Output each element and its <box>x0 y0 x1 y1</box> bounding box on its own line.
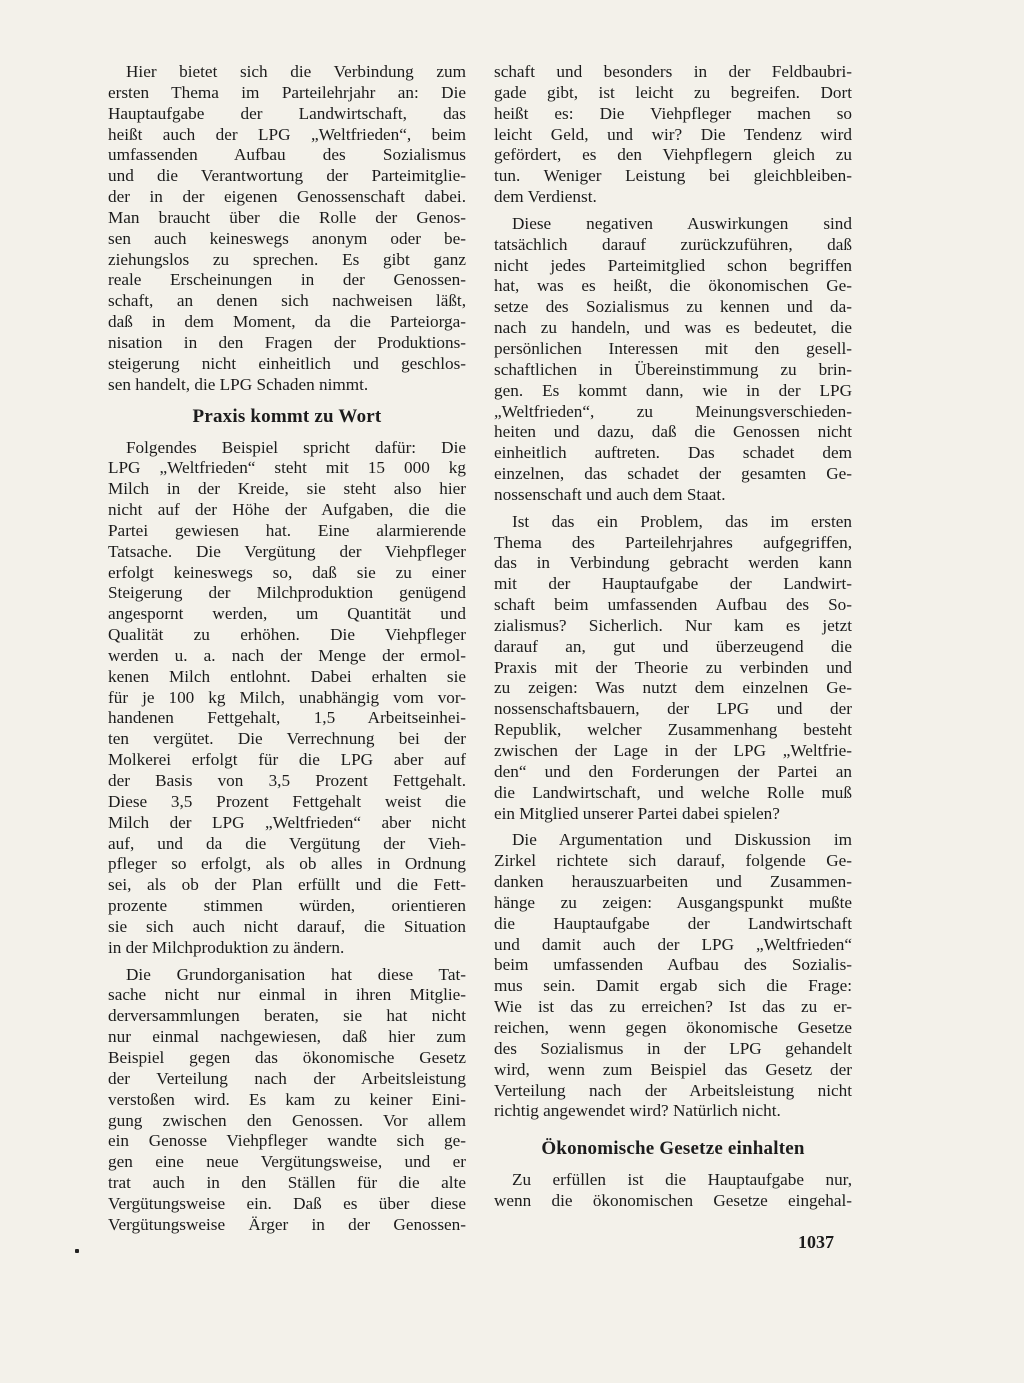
text-line: darauf an, gut und überzeugend die <box>494 636 852 656</box>
text-line: „Weltfrieden“, zu Meinungsverschieden- <box>494 401 852 421</box>
text-line: Vergütungsweise Ärger in der Genossen- <box>108 1214 466 1234</box>
text-line: gefördert, es den Viehpflegern gleich zu <box>494 145 852 165</box>
text-line: einzelnen, das schadet der gesamten Ge- <box>494 464 852 484</box>
text-line: sie sich auch nicht darauf, die Situation <box>108 916 466 936</box>
text-line: hänge zu zeigen: Ausgangspunkt mußte <box>494 892 852 912</box>
text-line: der Verteilung nach der Arbeitsleistung <box>108 1068 466 1088</box>
text-line: Zu erfüllen ist die Hauptaufgabe nur, <box>512 1170 852 1190</box>
text-line: der Basis von 3,5 Prozent Fettgehalt. <box>108 771 466 790</box>
text-line: Qualität zu erhöhen. Die Viehpfleger <box>108 625 466 645</box>
text-line: sen auch keineswegs anonym oder be- <box>108 228 466 248</box>
text-line: schaftlichen in Übereinstimmung zu brin- <box>494 359 852 379</box>
text-line: persönlichen Interessen mit den gesell- <box>494 338 852 358</box>
text-line: Vergütungsweise ein. Daß es über diese <box>108 1193 466 1213</box>
text-line: nossenschaftsbauern, der LPG und der <box>494 699 852 719</box>
page-number: 1037 <box>798 1232 834 1252</box>
text-line: erfolgt keineswegs so, daß sie zu einer <box>108 562 466 582</box>
text-line: auf, und da die Vergütung der Vieh- <box>108 833 466 853</box>
text-line: Zirkel richtete sich darauf, folgende Ge- <box>494 851 852 871</box>
text-line: ein Genosse Viehpfleger wandte sich ge- <box>108 1131 466 1151</box>
text-line: den“ und den Forderungen der Partei an <box>494 761 852 781</box>
text-line: tatsächlich darauf zurückzuführen, daß <box>494 234 852 254</box>
text-line: ersten Thema im Parteilehrjahr an: Die <box>108 82 466 102</box>
paragraph <box>494 512 852 825</box>
text-line: heißt auch der LPG „Weltfrieden“, beim <box>108 124 466 144</box>
text-line: der in der eigenen Genossenschaft dabei. <box>108 187 466 207</box>
text-line: Folgendes Beispiel spricht dafür: Die <box>126 437 466 457</box>
text-line: beim umfassenden Aufbau des Sozialis- <box>494 955 852 975</box>
text-line: prozente stimmen würden, orientieren <box>108 896 466 916</box>
text-line: gade gibt, ist leicht zu begreifen. Dort <box>494 82 852 102</box>
paragraph <box>494 62 852 208</box>
text-line: das in Verbindung gebracht werden kann <box>494 553 852 573</box>
text-line: gen. Es kommt dann, wie in der LPG <box>494 380 852 400</box>
text-line: Thema des Parteilehrjahres aufgegriffen, <box>494 532 852 552</box>
text-line: heißt es: Die Viehpfleger machen so <box>494 103 852 123</box>
text-line: Man braucht über die Rolle der Genos- <box>108 207 466 227</box>
text-line: steigerung nicht einheitlich und geschlos- <box>108 353 466 373</box>
text-line: sen handelt, die LPG Schaden nimmt. <box>108 374 369 394</box>
text-line: nisation in den Fragen der Produktions- <box>108 332 466 352</box>
text-line: mit der Hauptaufgabe der Landwirt- <box>494 574 852 594</box>
text-line: daß in dem Moment, da die Parteiorga- <box>108 312 466 332</box>
paragraph <box>494 1170 852 1212</box>
text-line: schaft beim umfassenden Aufbau des So- <box>494 595 852 615</box>
section-heading: Praxis kommt zu Wort <box>192 405 382 427</box>
text-line: mus sein. Damit ergab sich die Frage: <box>494 976 852 996</box>
text-line: Diese negativen Auswirkungen sind <box>512 213 852 233</box>
paragraph <box>108 62 466 396</box>
text-line: Partei gewiesen hat. Eine alarmierende <box>108 520 466 540</box>
text-line: ten vergütet. Die Verrechnung bei der <box>108 729 466 749</box>
text-line: und die Verantwortung der Parteimitglie- <box>108 166 466 186</box>
text-line: zu zeigen: Was nutzt dem einzelnen Ge- <box>494 678 852 698</box>
text-line: Republik, welcher Zusammenhang besteht <box>494 720 852 740</box>
text-line: angespornt werden, um Quantität und <box>108 604 466 624</box>
text-line: für je 100 kg Milch, unabhängig vom vor- <box>108 687 466 707</box>
text-line: Beispiel gegen das ökonomische Gesetz <box>108 1047 466 1067</box>
text-line: Die Grundorganisation hat diese Tat- <box>126 964 466 984</box>
right-column <box>494 62 852 1218</box>
text-line: gung zwischen den Genossen. Vor allem <box>108 1110 466 1130</box>
text-line: einheitlich auftreten. Das schadet dem <box>494 443 852 463</box>
text-line: schaft, an denen sich nachweisen läßt, <box>108 291 466 311</box>
text-line: Verteilung nach der Arbeitsleistung nicht <box>494 1080 852 1100</box>
text-line: danken herauszuarbeiten und Zusammen- <box>494 872 852 892</box>
text-line: in der Milchproduktion zu ändern. <box>108 937 345 957</box>
text-line: ein Mitglied unserer Partei dabei spielen? <box>494 803 780 823</box>
text-line: umfassenden Aufbau des Sozialismus <box>108 145 466 165</box>
text-line: reale Erscheinungen in der Genossen- <box>108 270 466 290</box>
text-line: wird, wenn zum Beispiel das Gesetz der <box>494 1059 852 1079</box>
text-line: Diese 3,5 Prozent Fettgehalt weist die <box>108 791 466 811</box>
text-line: gen eine neue Vergütungsweise, und er <box>108 1152 466 1172</box>
paragraph <box>494 830 852 1122</box>
text-line: Hauptaufgabe der Landwirtschaft, das <box>108 103 466 123</box>
text-line: nicht auf der Höhe der Aufgaben, die die <box>108 500 466 520</box>
text-line: sache nicht nur einmal in ihren Mitglie- <box>108 985 466 1005</box>
text-line: die Landwirtschaft, und welche Rolle muß <box>494 782 852 802</box>
text-line: setze des Sozialismus zu kennen und da- <box>494 297 852 317</box>
text-line: Tatsache. Die Vergütung der Viehpfleger <box>108 541 466 561</box>
text-line: tun. Weniger Leistung bei gleichbleiben- <box>494 166 852 186</box>
text-line: des Sozialismus in der LPG gehandelt <box>494 1038 852 1058</box>
text-line: schaft und besonders in der Feldbaubri- <box>494 62 852 81</box>
text-line: und damit auch der LPG „Weltfrieden“ <box>494 934 852 954</box>
text-line: Steigerung der Milchproduktion genügend <box>108 583 466 603</box>
text-line: Ist das ein Problem, das im ersten <box>512 511 852 531</box>
text-line: nossenschaft und auch dem Staat. <box>494 484 726 504</box>
text-line: reichen, wenn gegen ökonomische Gesetze <box>494 1017 852 1037</box>
text-line: hat, was es heißt, die ökonomischen Ge- <box>494 276 852 296</box>
text-line: zwischen der Lage in der LPG „Weltfrie- <box>494 741 852 760</box>
text-line: nicht jedes Parteimitglied schon begriffen <box>494 255 852 275</box>
text-line: Praxis mit der Theorie zu verbinden und <box>494 657 852 677</box>
text-line: Milch in der Kreide, sie steht also hier <box>108 479 466 499</box>
text-line: sei, als ob der Plan erfüllt und die Fett- <box>108 875 466 895</box>
text-line: pfleger so erfolgt, als ob alles in Ordnung <box>108 854 466 874</box>
paragraph <box>108 965 466 1236</box>
text-line: Die Argumentation und Diskussion im <box>512 830 852 850</box>
text-line: derversammlungen beraten, sie hat nicht <box>108 1006 466 1026</box>
text-line: werden u. a. nach der Menge der ermol- <box>108 645 466 665</box>
text-line: ziehungslos zu sprechen. Es gibt ganz <box>108 249 466 269</box>
left-column <box>108 62 466 1242</box>
text-line: trat auch in den Ställen für die alte <box>108 1173 466 1193</box>
text-line: nur einmal nachgewiesen, daß hier zum <box>108 1027 466 1047</box>
text-line: heiten und dazu, daß die Genossen nicht <box>494 422 852 442</box>
text-line: dem Verdienst. <box>494 187 597 207</box>
text-line: Hier bietet sich die Verbindung zum <box>126 62 466 81</box>
text-line: LPG „Weltfrieden“ steht mit 15 000 kg <box>108 458 466 478</box>
text-line: kenen Milch entlohnt. Dabei erhalten sie <box>108 666 466 686</box>
text-line: richtig angewendet wird? Natürlich nicht. <box>494 1101 781 1121</box>
text-line: nach zu handeln, und was es bedeutet, die <box>494 318 852 338</box>
text-line: Wie ist das zu erreichen? Ist das zu er- <box>494 997 852 1017</box>
text-line: zialismus? Sicherlich. Nur kam es jetzt <box>494 615 852 635</box>
text-line: verstoßen wird. Es kam zu keiner Eini- <box>108 1089 466 1109</box>
print-mark <box>75 1249 79 1253</box>
text-line: wenn die ökonomischen Gesetze eingehal- <box>494 1191 852 1211</box>
text-line: Milch der LPG „Weltfrieden“ aber nicht <box>108 812 466 832</box>
section-heading: Ökonomische Gesetze einhalten <box>541 1138 805 1160</box>
text-line: leicht Geld, und wir? Die Tendenz wird <box>494 124 852 144</box>
text-line: handenen Fettgehalt, 1,5 Arbeitseinhei- <box>108 708 466 728</box>
text-line: Molkerei erfolgt für die LPG aber auf <box>108 750 466 770</box>
paragraph <box>108 438 466 959</box>
text-line: die Hauptaufgabe der Landwirtschaft <box>494 913 852 933</box>
paragraph <box>494 214 852 506</box>
